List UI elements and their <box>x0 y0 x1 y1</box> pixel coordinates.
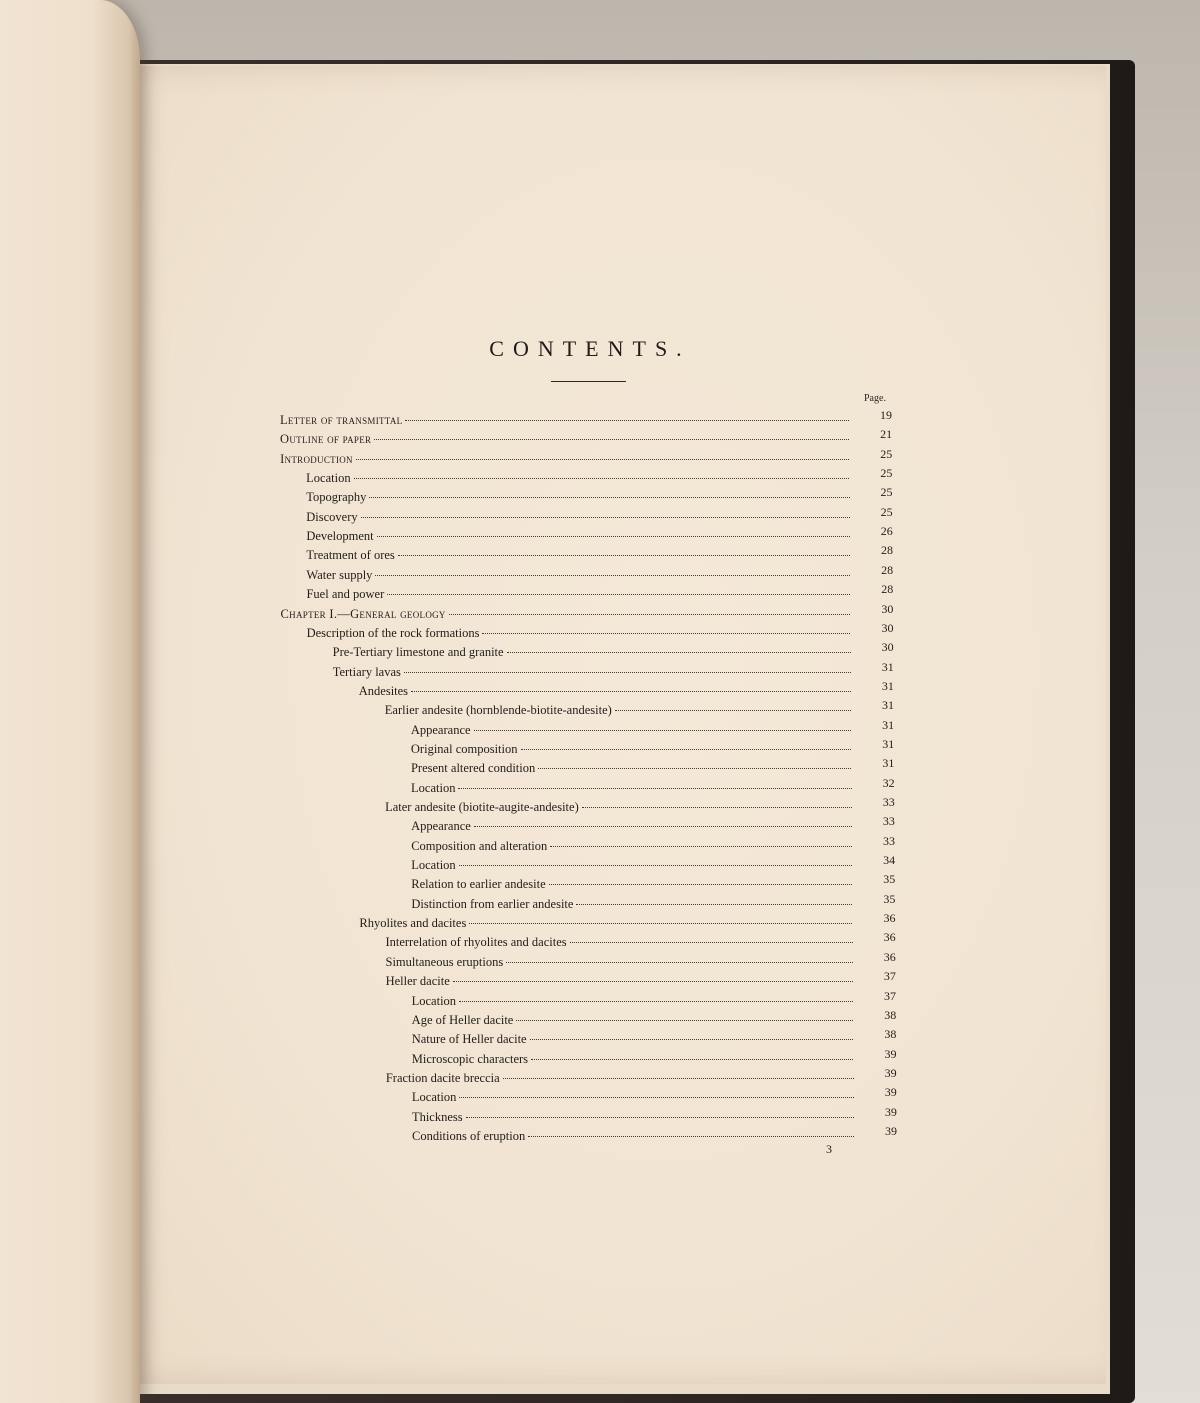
toc-entry-label: Earlier andesite (hornblende-biotite-andesite) <box>384 703 612 718</box>
toc-entry-page: 38 <box>884 1007 897 1022</box>
toc-entry-label: Tertiary lavas <box>332 664 401 679</box>
toc-entry-page: 37 <box>883 969 896 984</box>
toc-entry-label: Interrelation of rhyolites and dacites <box>385 935 567 950</box>
toc-entry-page: 31 <box>882 736 895 751</box>
toc-entry-label: Water supply <box>306 567 373 582</box>
toc-entry-page: 26 <box>880 524 893 539</box>
toc-dot-leader <box>531 1059 853 1060</box>
toc-dot-leader <box>528 1136 854 1137</box>
toc-entry-label: Location <box>306 471 351 486</box>
toc-dot-leader <box>474 730 852 731</box>
toc-entry-label: Discovery <box>306 509 358 524</box>
toc-entry-label: Original composition <box>410 741 518 756</box>
toc-entry-label: Location <box>411 780 456 795</box>
toc-entry-label: Topography <box>306 490 367 505</box>
toc-entry-label: Microscopic characters <box>411 1051 529 1066</box>
toc-entry <box>411 877 858 896</box>
toc-entry-label: Location <box>411 858 456 873</box>
toc-entry-page: 36 <box>883 930 896 945</box>
toc-entry <box>412 1129 860 1148</box>
toc-entry-page: 39 <box>884 1065 897 1080</box>
toc-dot-leader <box>377 536 850 537</box>
toc-entry <box>386 974 859 993</box>
toc-entry <box>281 607 857 626</box>
toc-dot-leader <box>411 691 851 692</box>
left-page <box>0 0 140 1403</box>
toc-entry <box>306 510 855 529</box>
toc-entry <box>411 858 858 877</box>
toc-dot-leader <box>507 652 851 653</box>
toc-entry-page: 35 <box>883 872 896 887</box>
toc-entry <box>411 897 858 916</box>
toc-entry-page: 28 <box>881 582 894 597</box>
toc-entry-label: Appearance <box>411 819 471 834</box>
toc-entry-page: 30 <box>881 620 894 635</box>
toc-dot-leader <box>466 1117 854 1118</box>
toc-entry <box>306 548 856 567</box>
toc-entry <box>333 645 857 664</box>
toc-entry-label: Development <box>306 529 374 544</box>
toc-entry-page: 30 <box>881 640 894 655</box>
toc-dot-leader <box>521 749 852 750</box>
toc-dot-leader <box>474 826 852 827</box>
toc-entry-label: Later andesite (biotite-augite-andesite) <box>385 800 579 814</box>
toc-dot-leader <box>615 710 851 711</box>
toc-entry-page: 33 <box>882 795 895 809</box>
toc-entry-page: 39 <box>884 1104 897 1119</box>
toc-entry-page: 38 <box>884 1027 897 1042</box>
toc-entry-label: Simultaneous eruptions <box>385 954 504 969</box>
toc-entry-page: 37 <box>884 988 897 1003</box>
toc-dot-leader <box>453 981 853 982</box>
toc-dot-leader <box>482 633 850 634</box>
toc-entry-label: Location <box>411 1090 457 1105</box>
toc-entry <box>411 781 858 800</box>
toc-dot-leader <box>549 884 853 885</box>
toc-dot-leader <box>375 575 850 576</box>
toc-entry <box>412 1052 860 1071</box>
toc-entry-page: 31 <box>881 678 894 693</box>
toc-entry-page: 25 <box>880 485 893 500</box>
toc-entry-label: Fuel and power <box>306 587 385 602</box>
toc-dot-leader <box>361 517 850 518</box>
toc-entry-label: Heller dacite <box>385 974 450 989</box>
toc-entry-label: Thickness <box>411 1109 463 1124</box>
toc-entry-page: 21 <box>880 427 893 442</box>
toc-dot-leader <box>374 439 849 440</box>
toc-entry-page: 28 <box>880 543 893 558</box>
toc-dot-leader <box>459 1097 853 1098</box>
toc-dot-leader <box>354 478 850 479</box>
toc-entry-label: Chapter I.—General geology <box>280 606 446 621</box>
toc-dot-leader <box>404 672 851 673</box>
toc-entry-page: 31 <box>881 659 894 674</box>
toc-entry-label: Treatment of ores <box>306 548 395 563</box>
toc-entry-page: 33 <box>882 814 895 829</box>
toc-dot-leader <box>369 497 849 498</box>
toc-entry <box>386 955 859 974</box>
toc-entry-page: 33 <box>882 833 895 848</box>
toc-entry <box>280 452 855 471</box>
toc-dot-leader <box>356 459 849 460</box>
toc-dot-leader <box>506 962 853 963</box>
toc-entry <box>306 529 855 548</box>
contents-title: CONTENTS. <box>489 336 691 361</box>
toc-dot-leader <box>550 846 852 847</box>
toc-dot-leader <box>503 1078 854 1079</box>
toc-entry-page: 39 <box>884 1046 897 1061</box>
toc-entry <box>280 413 855 432</box>
toc-entry-page: 28 <box>881 562 894 577</box>
toc-entry-label: Distinction from earlier andesite <box>411 896 574 911</box>
toc-entry <box>359 684 857 703</box>
toc-entry-page: 30 <box>881 601 894 616</box>
toc-entry <box>412 1090 860 1109</box>
toc-dot-leader <box>530 1039 854 1040</box>
toc-dot-leader <box>387 594 850 595</box>
toc-entry <box>411 742 857 761</box>
toc-entry <box>412 1032 860 1051</box>
toc-dot-leader <box>459 865 852 866</box>
toc-entry <box>306 568 856 587</box>
toc-dot-leader <box>449 614 851 615</box>
toc-entry <box>411 819 858 838</box>
toc-entry-label: Rhyolites and dacites <box>359 916 467 931</box>
toc-entry-page: 31 <box>882 698 895 713</box>
toc-dot-leader <box>405 420 849 421</box>
toc-entry-page: 25 <box>880 466 893 481</box>
toc-dot-leader <box>570 942 853 943</box>
toc-entry <box>412 1110 860 1129</box>
toc-entry-page: 39 <box>885 1123 897 1138</box>
toc-entry-label: Relation to earlier andesite <box>411 877 546 892</box>
toc-entry-label: Conditions of eruption <box>412 1128 526 1143</box>
toc-entry <box>306 490 855 509</box>
toc-entry <box>412 1013 860 1032</box>
toc-dot-leader <box>398 555 850 556</box>
toc-entry-label: Description of the rock formations <box>306 625 480 640</box>
toc-entry-label: Nature of Heller dacite <box>411 1032 527 1047</box>
toc-entry-page: 25 <box>880 504 893 519</box>
toc-entry-label: Fraction dacite breccia <box>385 1070 500 1085</box>
toc-entry-label: Location <box>411 993 457 1008</box>
toc-entry-label: Andesites <box>358 683 409 698</box>
toc-entry <box>385 935 858 954</box>
toc-entry-label: Introduction <box>280 451 353 466</box>
toc-dot-leader <box>582 807 852 808</box>
toc-entry-page: 36 <box>883 911 896 926</box>
page-column-header: Page. <box>864 393 886 404</box>
toc-entry-page: 31 <box>882 756 895 771</box>
toc-entry-label: Appearance <box>410 722 471 737</box>
toc-entry-page: 39 <box>884 1085 897 1100</box>
toc-entry <box>412 994 859 1013</box>
page-number: 3 <box>826 1142 832 1156</box>
toc-entry-label: Present altered condition <box>410 761 536 776</box>
toc-entry <box>306 471 855 490</box>
toc-dot-leader <box>469 923 852 924</box>
toc-entry <box>307 626 857 645</box>
toc-entry-page: 19 <box>880 408 892 422</box>
toc-dot-leader <box>538 768 851 769</box>
toc-entry <box>333 665 857 684</box>
toc-entry-page: 32 <box>882 775 895 790</box>
toc-dot-leader <box>458 788 851 789</box>
title-rule <box>551 381 626 382</box>
toc-dot-leader <box>516 1020 853 1021</box>
toc-entry <box>411 723 857 742</box>
toc-entry <box>411 839 858 858</box>
toc-entry-label: Pre-Tertiary limestone and granite <box>332 645 504 660</box>
toc-entry-label: Outline of paper <box>280 432 372 447</box>
toc-entry <box>306 587 856 606</box>
toc-entry-page: 25 <box>880 446 893 461</box>
toc-entry <box>280 432 855 451</box>
toc-entry-label: Letter of transmittal <box>280 413 403 427</box>
toc-entry-page: 35 <box>883 891 896 906</box>
toc-entry <box>385 703 857 722</box>
toc-dot-leader <box>459 1001 853 1002</box>
toc-entry-page: 31 <box>882 717 895 732</box>
toc-entry <box>359 916 858 935</box>
toc-entry-label: Age of Heller dacite <box>411 1012 514 1027</box>
toc-entry-page: 34 <box>883 853 896 868</box>
toc-entry <box>411 761 857 780</box>
toc-entry <box>386 1071 860 1090</box>
toc-entry-label: Composition and alteration <box>411 838 548 853</box>
toc-entry <box>385 800 858 819</box>
toc-entry-page: 36 <box>883 949 896 964</box>
toc-dot-leader <box>576 904 852 905</box>
